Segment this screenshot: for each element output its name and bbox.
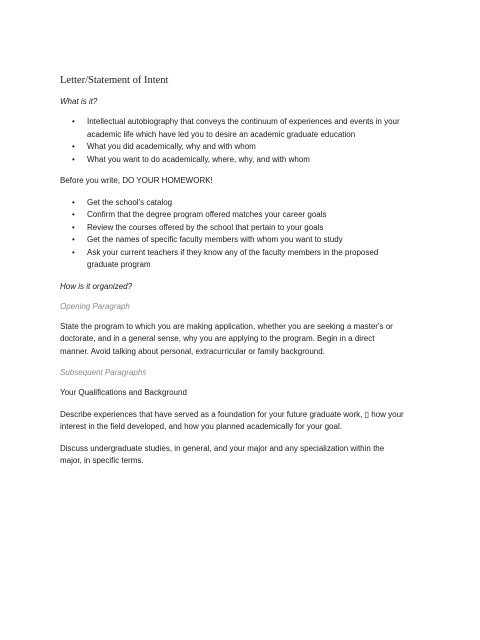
bullet-icon: • bbox=[72, 154, 75, 164]
document-title: Letter/Statement of Intent bbox=[60, 75, 169, 86]
discuss-text: Discuss undergraduate studies, in general, and your major and any specialization within the major, in specific terms. bbox=[60, 443, 385, 465]
list-item bbox=[60, 154, 405, 167]
list-item-text: Review the courses offered by the school that pertain to your goals bbox=[87, 222, 324, 232]
what-is-it-heading: What is it? bbox=[60, 97, 98, 106]
list-item-text: Intellectual autobiography that conveys the continuum of experiences and events in your academic life which have led you to desire an academic graduate education bbox=[87, 117, 400, 139]
list-item-text: Ask your current teachers if they know any of the faculty members in the proposed graduate program bbox=[87, 247, 379, 269]
homework-list bbox=[60, 197, 405, 272]
bullet-icon: • bbox=[72, 142, 75, 151]
bullet-icon: • bbox=[72, 235, 75, 244]
list-item bbox=[60, 197, 405, 210]
qualifications-text: Describe experiences that have served as a foundation for your future graduate work, ▯ how your interest in the field developed, and how you planned academically for your goal. bbox=[60, 409, 404, 431]
list-item-text: Get the school's catalog bbox=[87, 197, 173, 207]
list-item-text: What you did academically, why and with whom bbox=[87, 142, 256, 151]
opening-paragraph-heading: Opening Paragraph bbox=[60, 301, 130, 311]
bullet-icon: • bbox=[72, 197, 75, 207]
bullet-icon: • bbox=[72, 222, 75, 232]
list-item-text: What you want to do academically, where, why, and with whom bbox=[87, 154, 310, 164]
opening-paragraph-text: State the program to which you are making application, whether you are seeking a master's or doctorate, and in a general sense, why you are applying to the program. Begin in a direct manner. Avoid talking about personal, extracurricular or family background. bbox=[60, 321, 393, 356]
what-is-it-list bbox=[60, 116, 405, 166]
document-content bbox=[60, 74, 405, 477]
list-item-text: Confirm that the degree program offered matches your career goals bbox=[87, 210, 327, 219]
bullet-icon: • bbox=[72, 247, 75, 257]
list-item-text: Get the names of specific faculty members with whom you want to study bbox=[87, 235, 343, 244]
list-item bbox=[60, 116, 405, 141]
qualifications-heading: Your Qualifications and Background bbox=[60, 388, 187, 397]
list-item bbox=[60, 234, 405, 247]
bullet-icon: • bbox=[72, 117, 75, 126]
list-item bbox=[60, 222, 405, 235]
list-item bbox=[60, 141, 405, 154]
list-item bbox=[60, 247, 405, 272]
before-you-write-text: Before you write, DO YOUR HOMEWORK! bbox=[60, 176, 213, 185]
organized-heading: How is it organized? bbox=[60, 281, 133, 291]
subsequent-paragraphs-heading: Subsequent Paragraphs bbox=[60, 368, 147, 377]
list-item bbox=[60, 209, 405, 222]
bullet-icon: • bbox=[72, 210, 75, 219]
